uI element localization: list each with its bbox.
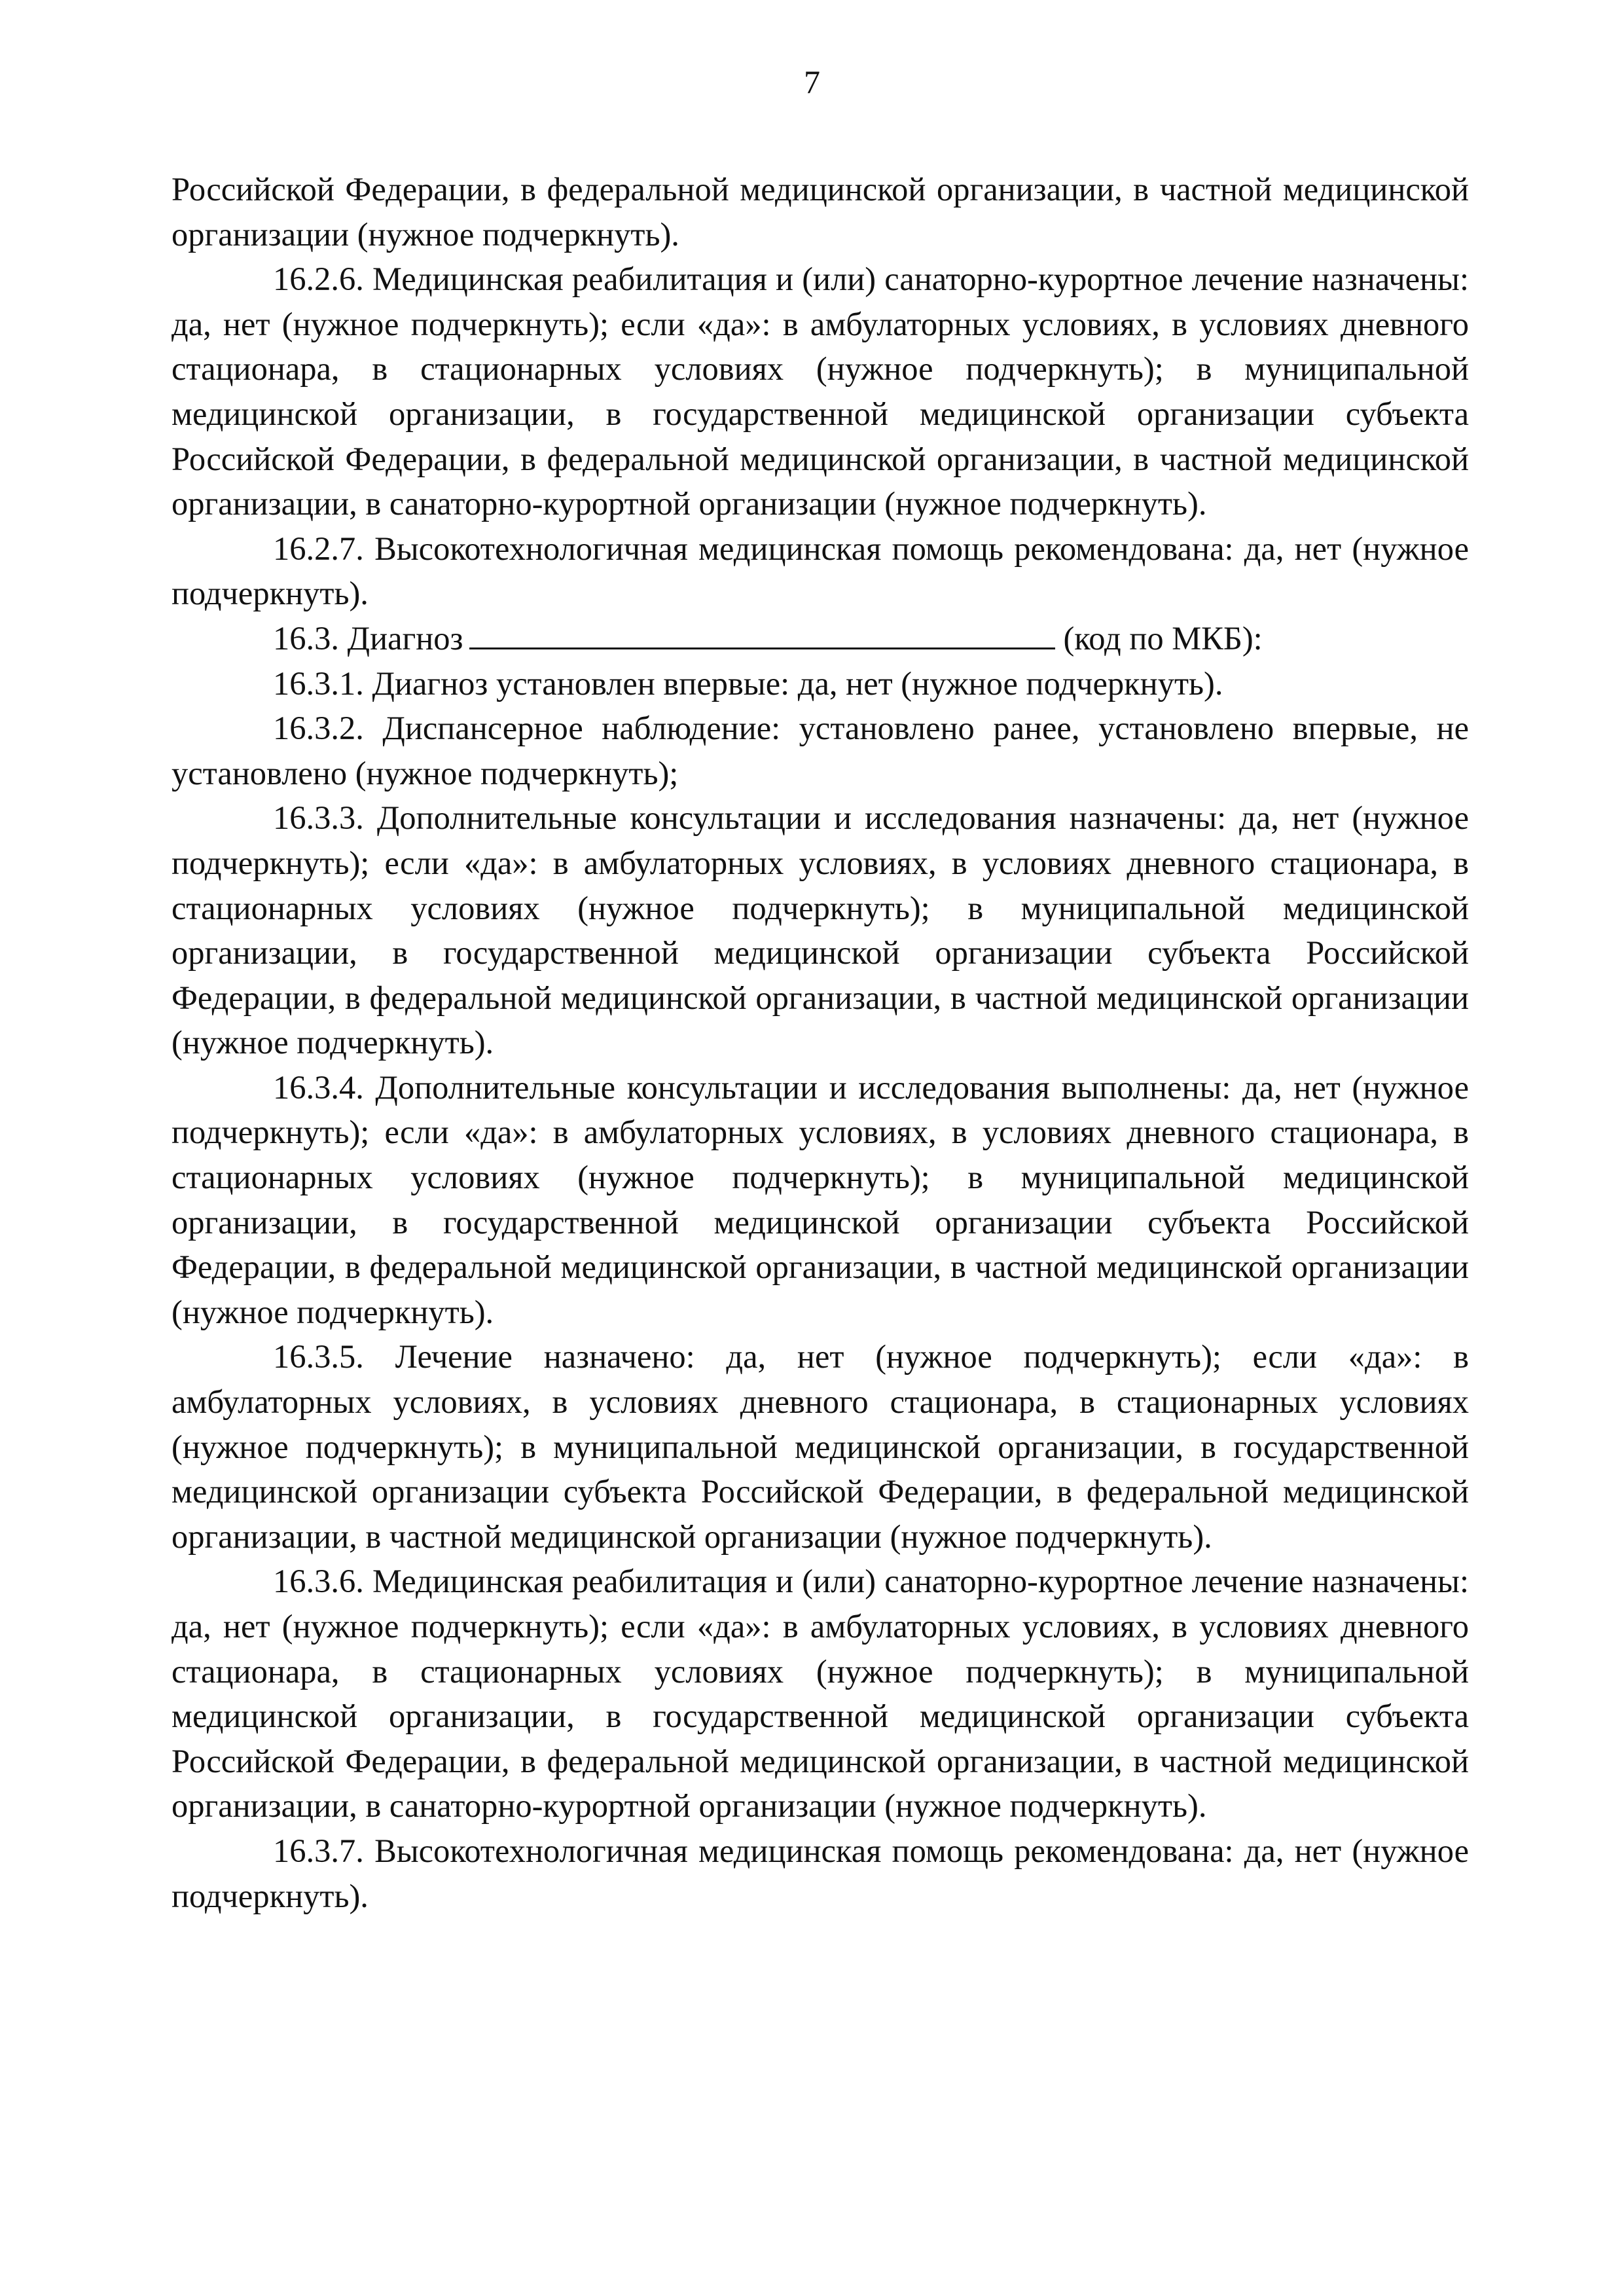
paragraph-16-2-6: 16.2.6. Медицинская реабилитация и (или) санаторно-курортное лечение назначены: да, нет (нужное подчеркнуть); если «да»: в амбулаторных условиях, в условиях дневного стационара, в стационарных условиях (нужное подчеркнуть); в муниципальной медицинской организации, в государственной медицинской организации субъекта Российской Федерации, в федеральной медицинской организации, в частной медицинской организации, в санаторно-курортной организации (нужное подчеркнуть). bbox=[171, 261, 1469, 522]
page-number: 7 bbox=[804, 64, 820, 100]
paragraph-16-3-3: 16.3.3. Дополнительные консультации и исследования назначены: да, нет (нужное подчеркнуть); если «да»: в амбулаторных условиях, в условиях дневного стационара, в стационарных условиях (нужное подчеркнуть); в муниципальной медицинской организации, в государственной медицинской организации субъекта Российской Федерации, в федеральной медицинской организации, в частной медицинской организации (нужное подчеркнуть). bbox=[171, 799, 1469, 1061]
paragraph-16-3 bbox=[171, 616, 1469, 661]
paragraph-16-3-1: 16.3.1. Диагноз установлен впервые: да, нет (нужное подчеркнуть). bbox=[273, 665, 1223, 702]
paragraph-16-3-7: 16.3.7. Высокотехнологичная медицинская помощь рекомендована: да, нет (нужное подчеркнуть). bbox=[171, 1832, 1469, 1914]
document-body bbox=[171, 167, 1469, 1918]
diagnosis-blank-line bbox=[469, 621, 1055, 649]
paragraph-16-3-5: 16.3.5. Лечение назначено: да, нет (нужное подчеркнуть); если «да»: в амбулаторных условиях, в условиях дневного стационара, в стационарных условиях (нужное подчеркнуть); в муниципальной медицинской организации, в государственной медицинской организации субъекта Российской Федерации, в федеральной медицинской организации, в частной медицинской организации (нужное подчеркнуть). bbox=[171, 1338, 1469, 1555]
icd-code-label: (код по МКБ): bbox=[1063, 619, 1263, 657]
paragraph-16-3-2: 16.3.2. Диспансерное наблюдение: установлено ранее, установлено впервые, не установлено (нужное подчеркнуть); bbox=[171, 710, 1469, 792]
diagnosis-label: 16.3. Диагноз bbox=[273, 619, 463, 657]
paragraph-16-2-7: 16.2.7. Высокотехнологичная медицинская помощь рекомендована: да, нет (нужное подчеркнуть). bbox=[171, 530, 1469, 612]
paragraph-continuation: Российской Федерации, в федеральной медицинской организации, в частной медицинской организации (нужное подчеркнуть). bbox=[171, 171, 1469, 253]
paragraph-16-3-6: 16.3.6. Медицинская реабилитация и (или) санаторно-курортное лечение назначены: да, нет (нужное подчеркнуть); если «да»: в амбулаторных условиях, в условиях дневного стационара, в стационарных условиях (нужное подчеркнуть); в муниципальной медицинской организации, в государственной медицинской организации субъекта Российской Федерации, в федеральной медицинской организации, в частной медицинской организации, в санаторно-курортной организации (нужное подчеркнуть). bbox=[171, 1563, 1469, 1825]
paragraph-16-3-4: 16.3.4. Дополнительные консультации и исследования выполнены: да, нет (нужное подчеркнуть); если «да»: в амбулаторных условиях, в условиях дневного стационара, в стационарных условиях (нужное подчеркнуть); в муниципальной медицинской организации, в государственной медицинской организации субъекта Российской Федерации, в федеральной медицинской организации, в частной медицинской организации (нужное подчеркнуть). bbox=[171, 1068, 1469, 1330]
